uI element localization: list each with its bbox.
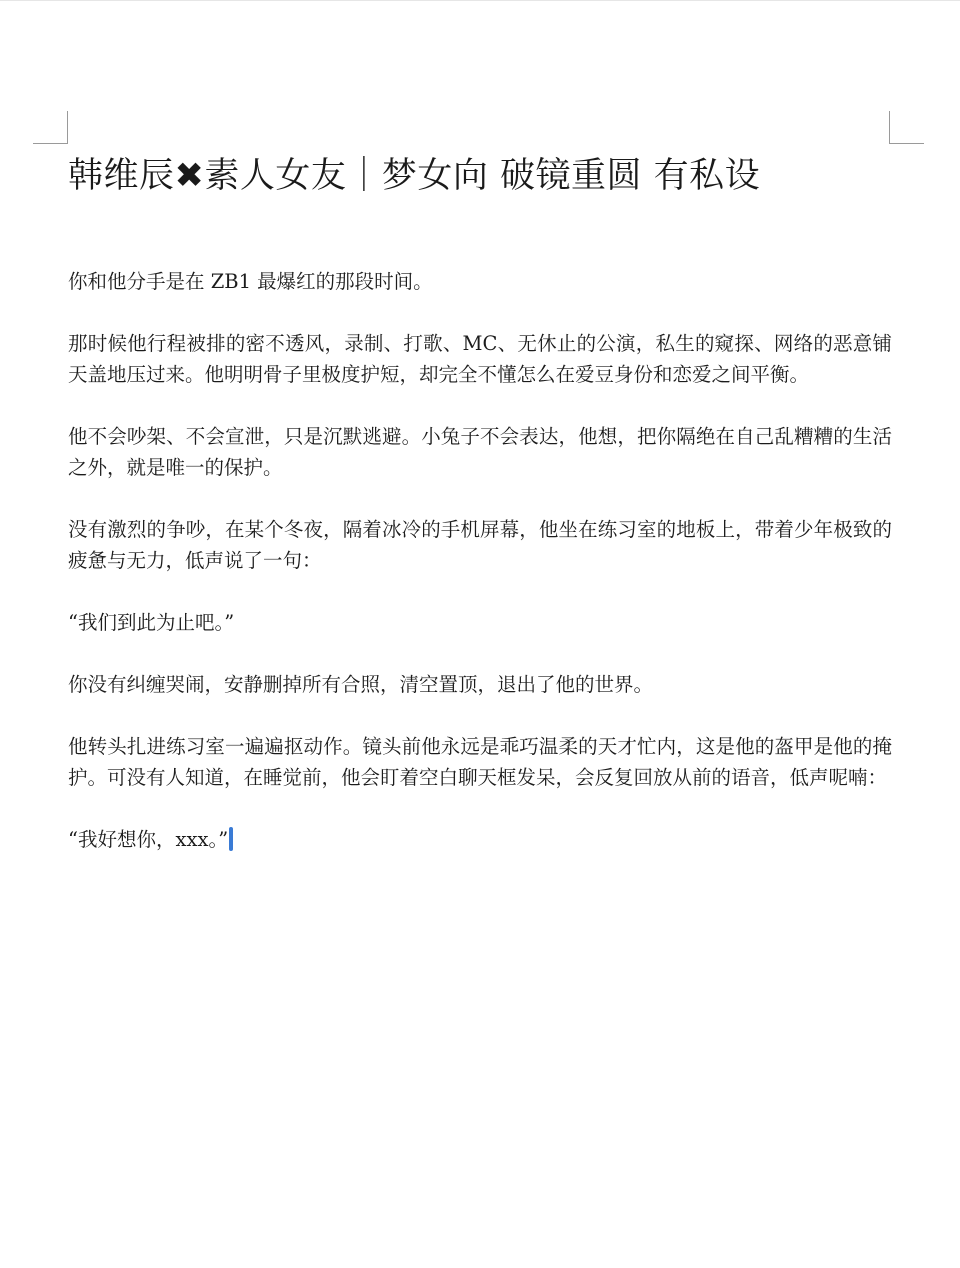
- paragraph-1[interactable]: 你和他分手是在 ZB1 最爆红的那段时间。: [68, 270, 433, 293]
- margin-corner-mark-right: [889, 111, 924, 144]
- paragraph-5[interactable]: “我们到此为止吧。”: [68, 611, 235, 634]
- last-line-text: “我好想你，xxx。”: [68, 828, 229, 851]
- paragraph-3[interactable]: 他不会吵架、不会宣泄，只是沉默逃避。小兔子不会表达，他想，把你隔绝在自己乱糟糟的生活之外，就是唯一的保护。: [68, 425, 892, 479]
- paragraph-7[interactable]: 他转头扎进练习室一遍遍抠动作。镜头前他永远是乖巧温柔的天才忙内，这是他的盔甲是他的掩护。可没有人知道，在睡觉前，他会盯着空白聊天框发呆，会反复回放从前的语音，低声呢喃：: [68, 735, 892, 789]
- paragraph-4[interactable]: 没有激烈的争吵，在某个冬夜，隔着冰冷的手机屏幕，他坐在练习室的地板上，带着少年极致的疲惫与无力，低声说了一句：: [68, 518, 892, 572]
- margin-corner-mark-left: [33, 111, 68, 144]
- page-top-border: [0, 0, 960, 1]
- paragraph-6[interactable]: 你没有纠缠哭闹，安静删掉所有合照，清空置顶，退出了他的世界。: [68, 673, 654, 696]
- document-body[interactable]: [68, 266, 892, 886]
- paragraph-8[interactable]: [68, 824, 892, 855]
- text-cursor: [229, 827, 233, 851]
- document-title[interactable]: 韩维辰✖素人女友｜梦女向 破镜重圆 有私设: [68, 156, 761, 196]
- paragraph-2[interactable]: 那时候他行程被排的密不透风，录制、打歌、MC、无休止的公演，私生的窥探、网络的恶意铺天盖地压过来。他明明骨子里极度护短，却完全不懂怎么在爱豆身份和恋爱之间平衡。: [68, 332, 892, 386]
